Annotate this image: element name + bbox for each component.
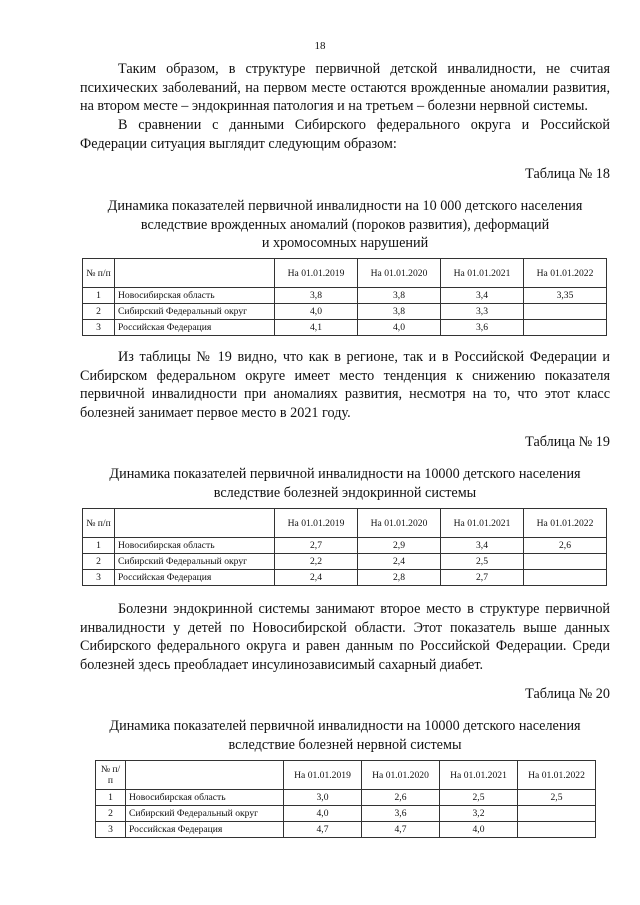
row-number-cell: 1: [83, 538, 115, 554]
value-cell: [524, 554, 607, 570]
paragraph-4: Болезни эндокринной системы занимают второе место в структуре первичной инвалидности у детей по Новосибирской области. Этот показатель выше данных Сибирского федерального округа и равен данным по Российской Федерации. Среди болезней здесь преобладает инсулинозависимый сахарный диабет.: [80, 601, 610, 673]
column-header-date: На 01.01.2021: [441, 259, 524, 288]
region-name-cell: Новосибирская область: [115, 288, 275, 304]
region-name-cell: Российская Федерация: [115, 320, 275, 336]
row-number-cell: 1: [83, 288, 115, 304]
value-cell: [524, 570, 607, 586]
table-row: [83, 570, 607, 586]
column-header-number: № п/п: [83, 509, 115, 538]
table-19-title-line: вследствие болезней эндокринной системы: [213, 484, 477, 501]
table-20-title-line: вследствие болезней нервной системы: [228, 736, 462, 753]
table-20-title-line: Динамика показателей первичной инвалидности на 10000 детского населения: [109, 718, 581, 734]
value-cell: 4,1: [275, 320, 358, 336]
column-header-date: На 01.01.2020: [358, 259, 441, 288]
table-19-title-line: Динамика показателей первичной инвалидности на 10000 детского населения: [109, 466, 581, 482]
value-cell: 3,8: [358, 304, 441, 320]
value-cell: 3,35: [524, 288, 607, 304]
paragraph-2: В сравнении с данными Сибирского федерального округа и Российской Федерации ситуация выглядит следующим образом:: [80, 117, 610, 152]
value-cell: 3,8: [358, 288, 441, 304]
table-row: [96, 806, 596, 822]
table-18-title-line: вследствие врожденных аномалий (пороков развития), деформаций: [140, 216, 550, 233]
column-header-date: На 01.01.2022: [524, 509, 607, 538]
value-cell: 2,5: [518, 790, 596, 806]
page-number: 18: [314, 40, 326, 52]
table-19: [82, 508, 607, 586]
table-20: [95, 760, 596, 838]
value-cell: 2,7: [441, 570, 524, 586]
column-header-date: На 01.01.2021: [440, 761, 518, 790]
paragraph-3: Из таблицы № 19 видно, что как в регионе, так и в Российской Федерации и Сибирском федеральном округе имеет место тенденция к снижению показателя первичной инвалидности при аномалиях развития, несмотря на то, что этот класс болезней занимает первое место в 2021 году.: [80, 349, 610, 421]
table-row: [83, 554, 607, 570]
value-cell: 2,6: [524, 538, 607, 554]
row-number-cell: 3: [83, 570, 115, 586]
table-header-row: [96, 761, 596, 790]
table-18-title-line: Динамика показателей первичной инвалидности на 10 000 детского населения: [107, 198, 583, 214]
column-header-name: [126, 761, 284, 790]
table-header-row: [83, 509, 607, 538]
table-20-title: [80, 717, 610, 754]
value-cell: [524, 304, 607, 320]
row-number-cell: 1: [96, 790, 126, 806]
row-number-cell: 2: [96, 806, 126, 822]
table-19-label: Таблица № 19: [525, 434, 610, 450]
value-cell: 2,4: [275, 570, 358, 586]
table-18-label: Таблица № 18: [525, 166, 610, 182]
table-18: [82, 258, 607, 336]
value-cell: 4,0: [358, 320, 441, 336]
table-18-title: [80, 197, 610, 253]
value-cell: 3,6: [362, 806, 440, 822]
paragraph-1: Таким образом, в структуре первичной детской инвалидности, не считая психических заболеваний, на первом месте остаются врожденные аномалии развития, на втором месте – эндокринная патология и на третьем – болезни нервной системы.: [80, 61, 610, 115]
value-cell: 2,2: [275, 554, 358, 570]
row-number-cell: 3: [96, 822, 126, 838]
value-cell: 4,7: [362, 822, 440, 838]
column-header-date: На 01.01.2019: [284, 761, 362, 790]
table-row: [96, 822, 596, 838]
value-cell: 4,7: [284, 822, 362, 838]
value-cell: 2,5: [441, 554, 524, 570]
value-cell: 3,0: [284, 790, 362, 806]
value-cell: 2,9: [358, 538, 441, 554]
column-header-name: [115, 259, 275, 288]
table-row: [83, 288, 607, 304]
value-cell: 2,8: [358, 570, 441, 586]
table-19-title: [80, 465, 610, 502]
region-name-cell: Новосибирская область: [115, 538, 275, 554]
region-name-cell: Сибирский Федеральный округ: [115, 304, 275, 320]
row-number-cell: 3: [83, 320, 115, 336]
value-cell: 2,5: [440, 790, 518, 806]
column-header-date: На 01.01.2022: [518, 761, 596, 790]
value-cell: 3,6: [441, 320, 524, 336]
column-header-date: На 01.01.2021: [441, 509, 524, 538]
row-number-cell: 2: [83, 554, 115, 570]
region-name-cell: Сибирский Федеральный округ: [126, 806, 284, 822]
region-name-cell: Российская Федерация: [126, 822, 284, 838]
table-row: [83, 538, 607, 554]
value-cell: 3,3: [441, 304, 524, 320]
row-number-cell: 2: [83, 304, 115, 320]
column-header-name: [115, 509, 275, 538]
column-header-date: На 01.01.2019: [275, 259, 358, 288]
table-18-title-line: и хромосомных нарушений: [261, 235, 429, 252]
column-header-date: На 01.01.2019: [275, 509, 358, 538]
column-header-date: На 01.01.2020: [362, 761, 440, 790]
region-name-cell: Сибирский Федеральный округ: [115, 554, 275, 570]
region-name-cell: Российская Федерация: [115, 570, 275, 586]
table-row: [96, 790, 596, 806]
value-cell: 4,0: [275, 304, 358, 320]
column-header-number: № п/п: [83, 259, 115, 288]
value-cell: 2,7: [275, 538, 358, 554]
value-cell: 3,2: [440, 806, 518, 822]
value-cell: 4,0: [440, 822, 518, 838]
column-header-number: № п/п: [96, 761, 126, 790]
table-20-label: Таблица № 20: [525, 686, 610, 702]
value-cell: 2,4: [358, 554, 441, 570]
value-cell: 3,4: [441, 288, 524, 304]
table-header-row: [83, 259, 607, 288]
value-cell: [524, 320, 607, 336]
table-row: [83, 320, 607, 336]
value-cell: 2,6: [362, 790, 440, 806]
value-cell: [518, 822, 596, 838]
value-cell: 3,4: [441, 538, 524, 554]
column-header-date: На 01.01.2020: [358, 509, 441, 538]
column-header-date: На 01.01.2022: [524, 259, 607, 288]
value-cell: 3,8: [275, 288, 358, 304]
value-cell: [518, 806, 596, 822]
region-name-cell: Новосибирская область: [126, 790, 284, 806]
value-cell: 4,0: [284, 806, 362, 822]
table-row: [83, 304, 607, 320]
